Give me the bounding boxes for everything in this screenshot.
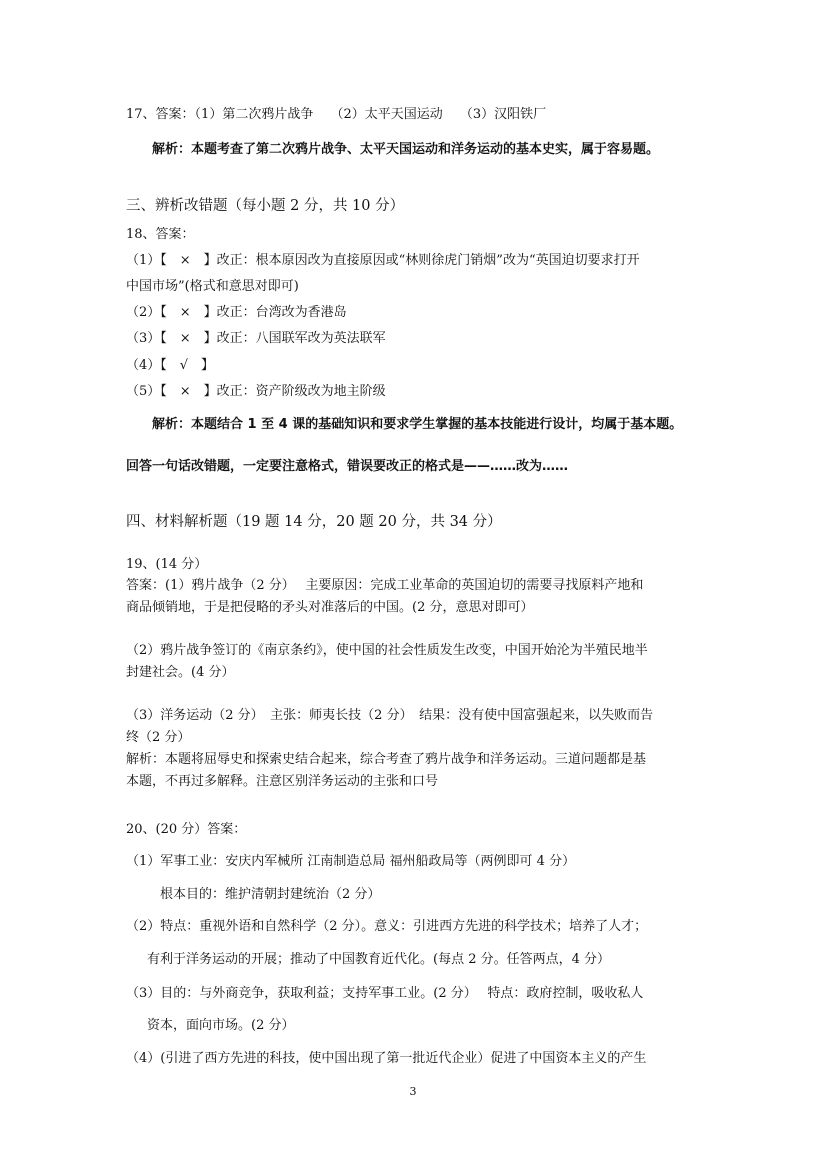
q19-p2-line2: 封建社会。(4 分） <box>126 665 235 680</box>
q19-header: 19、(14 分） <box>126 557 208 572</box>
q20-p3-line1: （3）目的：与外商竞争，获取利益；支持军事工业。(2 分） 特点：政府控制，吸收私人 <box>126 986 644 1001</box>
q18-item4: （4）【 √ 】 <box>126 358 215 373</box>
q17-answer: 17、答案：（1）第二次鸦片战争 （2）太平天国运动 （3）汉阳铁厂 <box>126 107 547 122</box>
q18-note: 回答一句话改错题，一定要注意格式，错误要改正的格式是——……改为…… <box>126 459 569 474</box>
q20-p1-sub: 根本目的：维护清朝封建统治（2 分） <box>160 887 381 902</box>
section4-title: 四、材料解析题（19 题 14 分，20 题 20 分，共 34 分） <box>126 514 502 530</box>
q20-p3-line2: 资本，面向市场。(2 分） <box>147 1018 295 1033</box>
q20-p1: （1）军事工业：安庆内军械所 江南制造总局 福州船政局等（两例即可 4 分） <box>126 854 576 869</box>
q20-p4: （4）(引进了西方先进的科技，使中国出现了第一批近代企业）促进了中国资本主义的产生 <box>126 1051 647 1066</box>
q19-analysis-line1: 解析：本题将屈辱史和探索史结合起来，综合考查了鸦片战争和洋务运动。三道问题都是基 <box>126 752 647 767</box>
q19-p2-line1: （2）鸦片战争签订的《南京条约》，使中国的社会性质发生改变，中国开始沦为半殖民地半 <box>126 643 648 658</box>
page-number: 3 <box>409 1085 417 1098</box>
section3-title: 三、辨析改错题（每小题 2 分，共 10 分） <box>126 198 405 214</box>
q19-p3-line2: 终（2 分） <box>126 730 191 745</box>
q18-item1-line2: 中国市场”(格式和意思对即可) <box>126 279 299 294</box>
q18-item3: （3）【 × 】改正：八国联军改为英法联军 <box>126 331 386 346</box>
q19-p1-line2: 商品倾销地，于是把侵略的矛头对准落后的中国。(2 分，意思对即可） <box>126 600 534 615</box>
q18-item2: （2）【 × 】改正：台湾改为香港岛 <box>126 305 347 320</box>
q18-answer-label: 18、答案： <box>126 227 195 242</box>
q18-item1-line1: （1）【 × 】改正：根本原因改为直接原因或“林则徐虎门销烟”改为“英国迫切要求打开 <box>126 253 640 268</box>
q19-p3-line1: （3）洋务运动（2 分） 主张：师夷长技（2 分） 结果：没有使中国富强起来，以失败而告 <box>126 708 654 723</box>
q18-analysis: 解析：本题结合 1 至 4 课的基础知识和要求学生掌握的基本技能进行设计，均属于基本题。 <box>152 417 683 432</box>
q20-p2-line1: （2）特点：重视外语和自然科学（2 分）。意义：引进西方先进的科学技术；培养了人才； <box>126 919 648 934</box>
q19-analysis-line2: 本题，不再过多解释。注意区别洋务运动的主张和口号 <box>126 774 439 789</box>
q19-p1-line1: 答案：(1）鸦片战争（2 分） 主要原因：完成工业革命的英国迫切的需要寻找原料产地和 <box>126 578 644 593</box>
q18-item5: （5）【 × 】改正：资产阶级改为地主阶级 <box>126 384 386 399</box>
q20-header: 20、(20 分）答案： <box>126 822 247 837</box>
q17-analysis: 解析：本题考查了第二次鸦片战争、太平天国运动和洋务运动的基本史实，属于容易题。 <box>152 142 660 157</box>
q20-p2-line2: 有利于洋务运动的开展；推动了中国教育近代化。(每点 2 分。任答两点，4 分） <box>147 952 611 967</box>
